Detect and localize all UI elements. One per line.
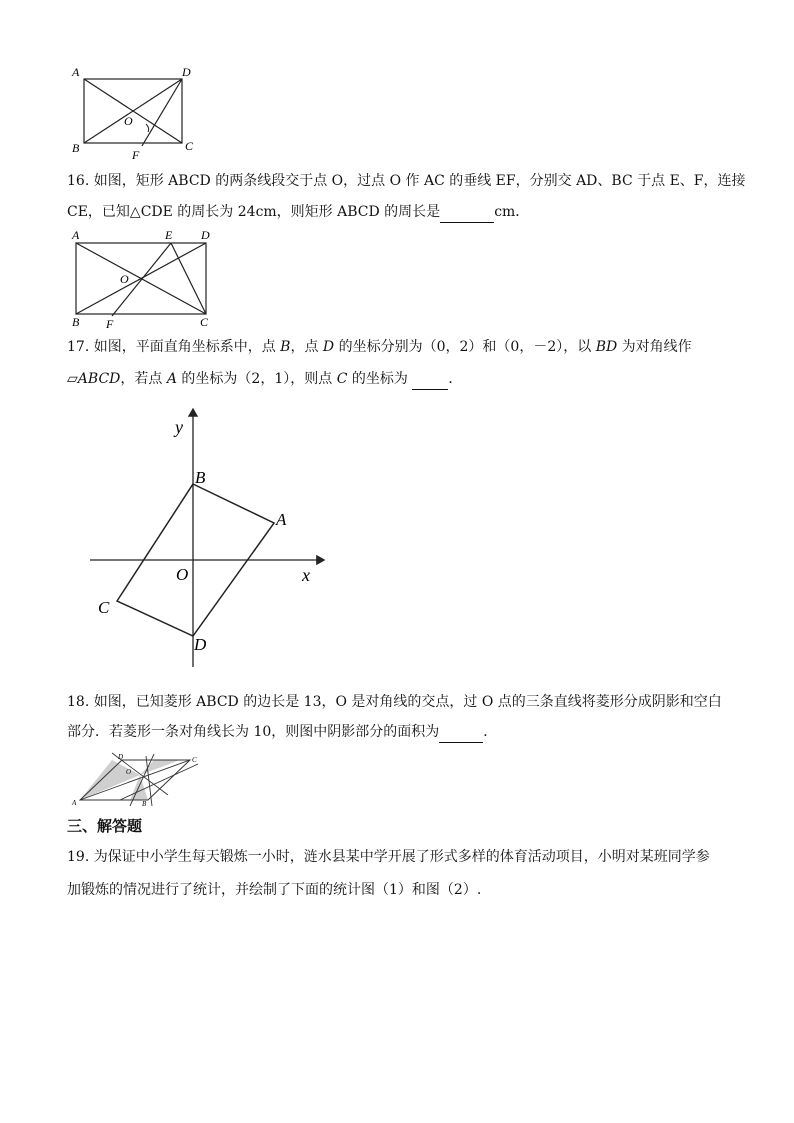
label-o: O: [124, 114, 133, 128]
label-b: B: [195, 468, 206, 487]
q17-answer-blank: [412, 369, 448, 390]
label-c: C: [192, 756, 197, 764]
label-o: O: [126, 768, 132, 776]
y-axis-label: y: [175, 417, 183, 437]
q18-answer-blank: [439, 722, 483, 743]
q19-line1: 19. 为保证中小学生每天锻炼一小时，涟水县某中学开展了形式多样的体育活动项目，小明对某班同学参: [67, 849, 710, 865]
label-a: A: [72, 65, 80, 79]
label-b: B: [72, 315, 80, 329]
label-c: C: [185, 139, 194, 153]
shaded-region-2: [140, 760, 180, 775]
q18-line1: 18. 如图，已知菱形 ABCD 的边长是 13，O 是对角线的交点，过 O 点的三条直线将菱形分成阴影和空白: [67, 694, 722, 710]
q18-line2: 部分．若菱形一条对角线长为 10，则图中阴影部分的面积为 ．: [67, 722, 497, 743]
label-a: A: [276, 510, 287, 529]
figure-17-coordinate-plane: [88, 405, 338, 675]
label-f: F: [106, 317, 114, 331]
label-d: D: [182, 65, 191, 79]
shaded-region-1: [80, 760, 140, 800]
label-o: O: [120, 272, 129, 286]
label-a: A: [72, 799, 77, 807]
q17-line2: ▱ABCD，若点 A 的坐标为（2，1），则点 C 的坐标为 ．: [67, 369, 462, 390]
x-axis-label: x: [302, 565, 310, 585]
label-c: C: [98, 598, 110, 617]
figure-16-rectangle: [66, 228, 216, 333]
figure-18-rhombus: [68, 750, 208, 810]
label-b: B: [72, 141, 80, 155]
figure-15-rectangle: [60, 62, 210, 162]
origin-label: O: [176, 565, 189, 584]
label-d: D: [118, 753, 124, 761]
label-e: E: [165, 228, 173, 242]
q19-line2: 加锻炼的情况进行了统计，并绘制了下面的统计图（1）和图（2）.: [67, 882, 482, 898]
label-b: B: [142, 800, 147, 808]
label-c: C: [200, 315, 209, 329]
q16-line1: 16. 如图，矩形 ABCD 的两条线段交于点 O，过点 O 作 AC 的垂线 EF，分别交 AD、BC 于点 E、F，连接: [67, 173, 746, 189]
label-d: D: [201, 228, 210, 242]
q16-line2-text: CE，已知△CDE 的周长为 24cm，则矩形 ABCD 的周长是: [67, 204, 441, 220]
label-f: F: [132, 148, 140, 162]
q16-line2: [67, 202, 529, 223]
q17-line1: 17. 如图，平面直角坐标系中，点 B，点 D 的坐标分别为（0，2）和（0，－2），以 BD 为对角线作: [67, 339, 692, 355]
q16-unit: cm．: [494, 204, 530, 220]
label-d: D: [194, 635, 207, 654]
section-title: 三、解答题: [67, 817, 143, 835]
label-a: A: [72, 228, 80, 242]
q16-answer-blank: [440, 202, 494, 223]
